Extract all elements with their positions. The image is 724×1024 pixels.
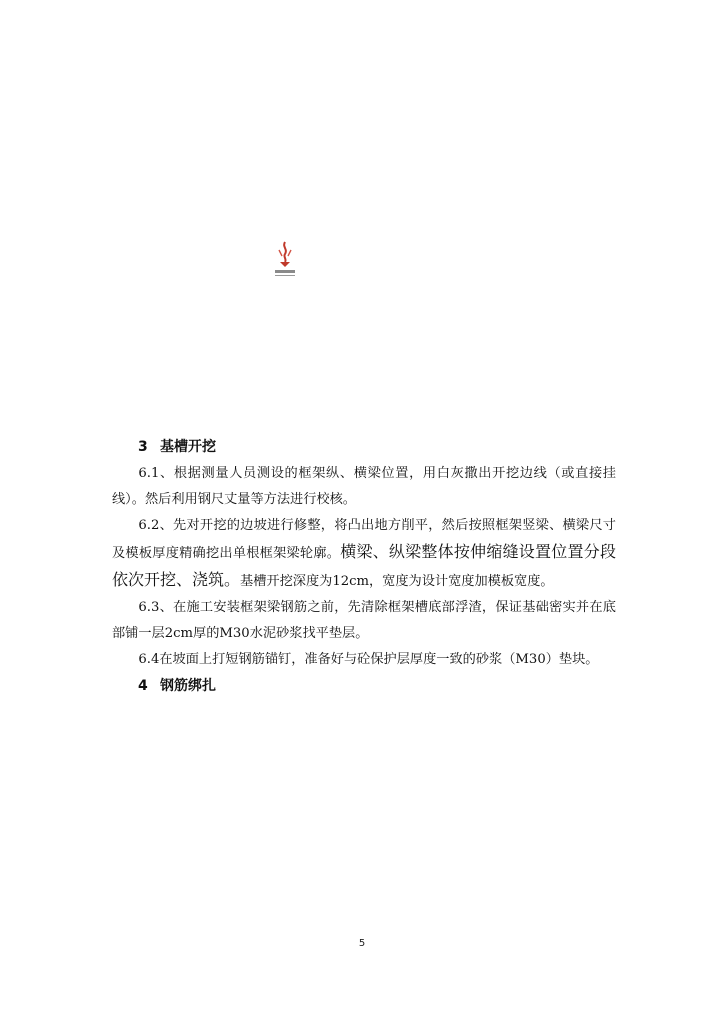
paragraph-6-2-text: 6.2、先对开挖的边坡进行修整，将凸出地方削平，然后按照框架竖梁、横梁尺寸及模板厚度精确挖出单根框架梁轮廓。 [112,518,616,561]
paragraph-6-3: 6.3、在施工安装框架梁钢筋之前，先清除框架槽底部浮渣，保证基础密实并在底部铺一层2cm厚的M30水泥砂浆找平垫层。 [112,600,616,641]
section-heading-3 [112,436,616,458]
section-title: 钢筋绑扎 [160,678,216,694]
document-body [112,436,616,700]
paragraph-6-2 [112,513,616,595]
section-number: 3 [138,439,148,455]
company-emblem-icon [271,240,299,278]
section-heading-4 [112,675,616,697]
section-title: 基槽开挖 [160,439,216,455]
page-number: 5 [358,938,366,949]
paragraph-6-2-depth: 基槽开挖深度为12cm，宽度为设计宽度加模板宽度。 [240,574,554,589]
paragraph-6-4: 6.4在坡面上打短钢筋锚钉，准备好与砼保护层厚度一致的砂浆（M30）垫块。 [138,652,599,667]
paragraph-6-1: 6.1、根据测量人员测设的框架纵、横梁位置，用白灰撒出开挖边线（或直接挂线）。然后利用钢尺丈量等方法进行校核。 [112,466,616,507]
paragraph-6-2-emphasis: 横梁、纵梁整体按伸缩缝设置位置分段依次开挖、浇筑。 [112,542,616,589]
section-number: 4 [138,678,148,694]
